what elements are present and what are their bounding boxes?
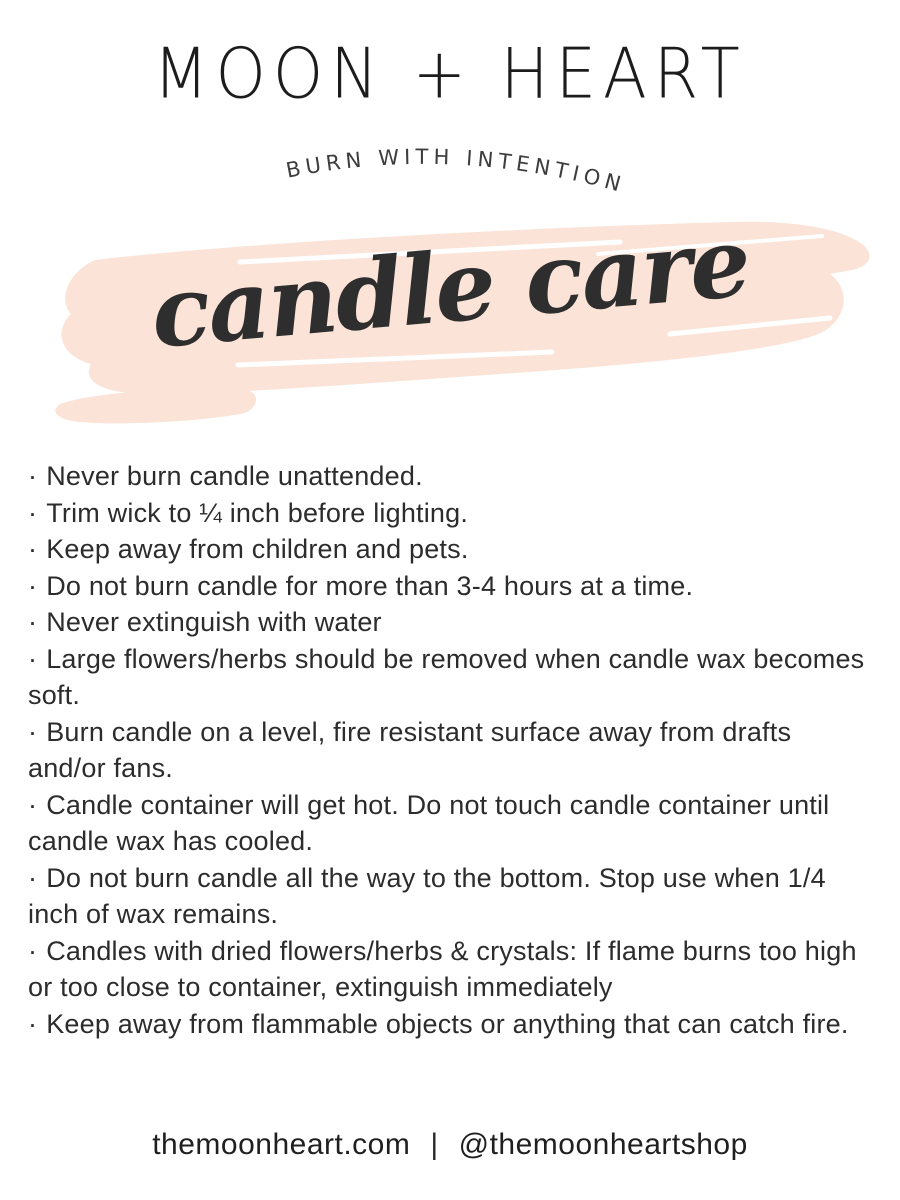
care-instruction (28, 641, 874, 714)
care-instruction-text: Trim wick to ¼ inch before lighting. (46, 497, 469, 528)
bullet-icon: · (28, 643, 38, 674)
social-handle: @themoonheartshop (458, 1128, 748, 1161)
care-instruction (28, 604, 874, 641)
care-instruction-text: Burn candle on a level, fire resistant surface away from drafts and/or fans. (28, 716, 792, 783)
care-instruction-text: Never extinguish with water (46, 607, 382, 637)
bullet-icon: · (28, 789, 38, 820)
care-instruction (28, 495, 874, 532)
care-instruction (28, 568, 874, 605)
page-title: candle care (146, 205, 754, 370)
bullet-icon: · (28, 461, 38, 491)
care-instruction-text: Large flowers/herbs should be removed when candle wax becomes soft. (28, 643, 865, 710)
bullet-icon: · (28, 534, 38, 564)
bullet-icon: · (28, 862, 38, 893)
care-instruction-text: Never burn candle unattended. (46, 461, 423, 491)
bullet-icon: · (28, 1008, 38, 1039)
bullet-icon: · (28, 497, 38, 528)
care-instruction (28, 1006, 874, 1043)
care-instruction (28, 933, 874, 1006)
care-instruction-text: Do not burn candle for more than 3-4 hours at a time. (46, 570, 694, 601)
care-instruction-text: Keep away from children and pets. (46, 534, 469, 564)
care-instruction (28, 714, 874, 787)
bullet-icon: · (28, 716, 38, 747)
footer-separator: | (430, 1128, 439, 1161)
brand-logo: MOON + HEART (153, 35, 747, 115)
care-instructions-list (28, 458, 874, 1042)
care-instruction-text: Do not burn candle all the way to the bottom. Stop use when 1/4 inch of wax remains. (28, 862, 826, 929)
brand-tagline: BURN WITH INTENTION (284, 144, 629, 198)
bullet-icon: · (28, 570, 38, 601)
footer (0, 1128, 900, 1162)
care-instruction-text: Candle container will get hot. Do not touch candle container until candle wax has cooled. (28, 789, 830, 856)
care-instruction-text: Candles with dried flowers/herbs & crystals: If flame burns too high or too close to container, extinguish immediately (28, 935, 857, 1002)
bullet-icon: · (28, 607, 38, 637)
care-instruction (28, 458, 874, 495)
care-instruction (28, 860, 874, 933)
care-instruction (28, 787, 874, 860)
website-link: themoonheart.com (152, 1128, 411, 1161)
care-instruction (28, 531, 874, 568)
care-instruction-text: Keep away from flammable objects or anything that can catch fire. (46, 1008, 849, 1039)
hero-banner (0, 205, 900, 428)
bullet-icon: · (28, 935, 38, 966)
